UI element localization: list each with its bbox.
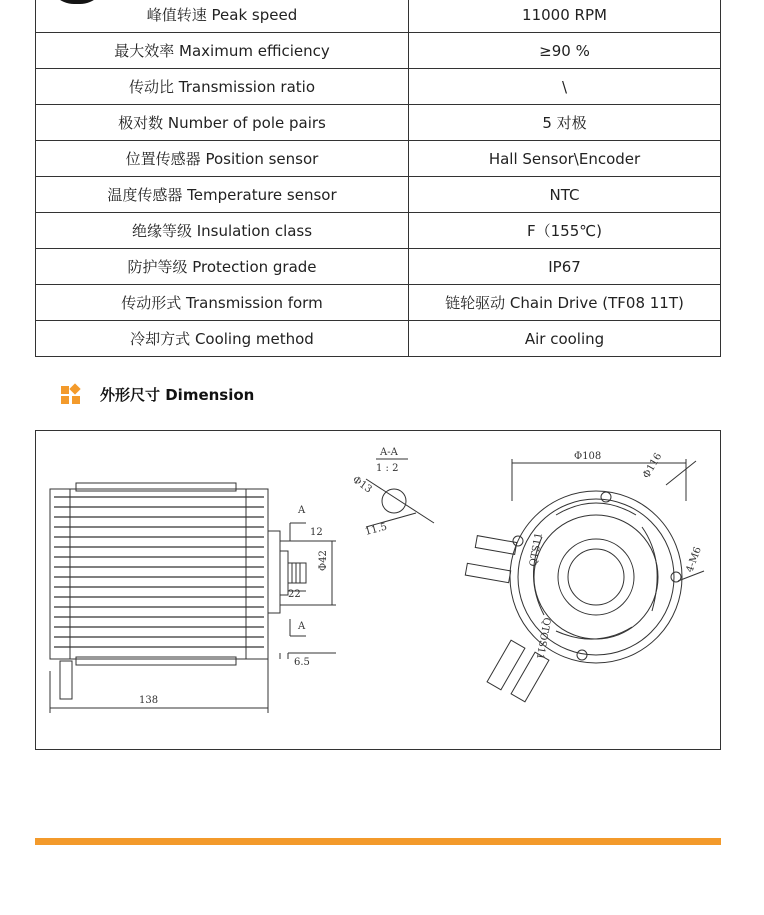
spec-row <box>36 141 721 177</box>
spec-row <box>36 321 721 357</box>
spec-value: IP67 <box>409 249 721 285</box>
dim-length: 138 <box>139 695 159 706</box>
spec-value: 11000 RPM <box>409 0 721 33</box>
spec-row <box>36 213 721 249</box>
section-flat: 11.5 <box>363 521 389 538</box>
spec-label: 极对数 Number of pole pairs <box>36 105 409 141</box>
spec-label: 冷却方式 Cooling method <box>36 321 409 357</box>
spec-value: \ <box>409 69 721 105</box>
dim-holes: 4-M6 <box>684 545 704 575</box>
spec-value: Air cooling <box>409 321 721 357</box>
section-title: A-A <box>380 447 398 458</box>
spec-value: Hall Sensor\Encoder <box>409 141 721 177</box>
spec-row <box>36 105 721 141</box>
spec-value: 5 对极 <box>409 105 721 141</box>
spec-value: F（155℃) <box>409 213 721 249</box>
dim-6-5: 6.5 <box>294 657 310 668</box>
dimension-drawing <box>35 430 721 750</box>
grid-icon <box>60 383 82 405</box>
spec-label: 传动比 Transmission ratio <box>36 69 409 105</box>
dim-shaft-dia: Φ42 <box>318 550 329 571</box>
spec-label: 温度传感器 Temperature sensor <box>36 177 409 213</box>
spec-label: 传动形式 Transmission form <box>36 285 409 321</box>
spec-label: 最大效率 Maximum efficiency <box>36 33 409 69</box>
spec-label: 位置传感器 Position sensor <box>36 141 409 177</box>
end-view-label-2: QTOS11 <box>533 616 552 661</box>
section-scale: 1 : 2 <box>376 463 399 474</box>
motor-technical-drawing <box>36 431 720 749</box>
spec-label: 峰值转速 Peak speed <box>36 0 409 33</box>
spec-row <box>36 177 721 213</box>
spec-value: ≥90 % <box>409 33 721 69</box>
dim-116: Φ116 <box>641 451 665 481</box>
spec-row <box>36 69 721 105</box>
footer-accent-bar <box>35 838 721 845</box>
dim-12: 12 <box>310 527 323 538</box>
spec-row <box>36 0 721 33</box>
section-mark-bottom: A <box>298 621 306 632</box>
dim-22: 22 <box>288 589 301 600</box>
dim-108: Φ108 <box>574 451 602 462</box>
section-title: 外形尺寸 Dimension <box>100 386 255 404</box>
section-dia: Φ13 <box>350 474 374 496</box>
spec-label: 绝缘等级 Insulation class <box>36 213 409 249</box>
spec-label: 防护等级 Protection grade <box>36 249 409 285</box>
spec-row <box>36 33 721 69</box>
spec-value: NTC <box>409 177 721 213</box>
end-view <box>465 459 704 702</box>
spec-row <box>36 249 721 285</box>
spec-value: 链轮驱动 Chain Drive (TF08 11T) <box>409 285 721 321</box>
section-mark-top: A <box>298 505 306 516</box>
spec-table <box>35 0 721 357</box>
spec-row <box>36 285 721 321</box>
end-view-label-1: QTS11 <box>528 531 545 568</box>
